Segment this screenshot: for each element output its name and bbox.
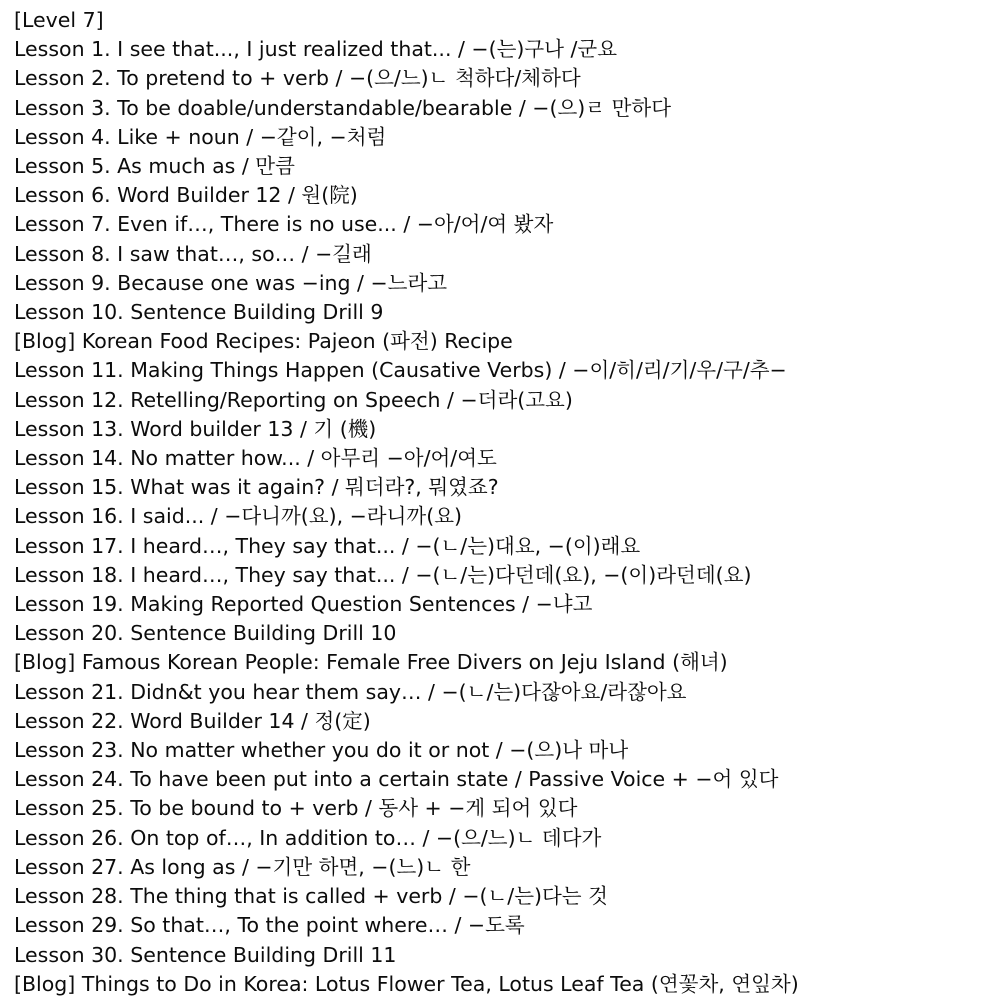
lesson-line: Lesson 10. Sentence Building Drill 9 [14, 300, 384, 325]
lesson-line: Lesson 1. I see that..., I just realized that... / −(는)구나 /군요 [14, 37, 618, 62]
lesson-line: Lesson 30. Sentence Building Drill 11 [14, 942, 397, 967]
lesson-line: Lesson 23. No matter whether you do it or not / −(으)나 마나 [14, 738, 629, 763]
lesson-line: Lesson 12. Retelling/Reporting on Speech / −더라(고요) [14, 387, 573, 412]
lesson-line: Lesson 28. The thing that is called + verb / −(ㄴ/는)다는 것 [14, 884, 608, 909]
lesson-line: Lesson 25. To be bound to + verb / 동사 + −게 되어 있다 [14, 796, 578, 821]
lesson-line: Lesson 5. As much as / 만큼 [14, 154, 295, 179]
lesson-line: Lesson 6. Word Builder 12 / 원(院) [14, 183, 358, 208]
lesson-line: Lesson 18. I heard…, They say that... / −(ㄴ/는)다던데(요), −(이)라던데(요) [14, 562, 752, 587]
lesson-line: Lesson 3. To be doable/understandable/bearable / −(으)ㄹ 만하다 [14, 95, 671, 120]
lesson-line: Lesson 9. Because one was −ing / −느라고 [14, 270, 448, 295]
lesson-line: [Blog] Things to Do in Korea: Lotus Flower Tea, Lotus Leaf Tea (연꽃차, 연잎차) [14, 971, 799, 996]
lesson-line: Lesson 20. Sentence Building Drill 10 [14, 621, 397, 646]
lesson-line: Lesson 19. Making Reported Question Sentences / −냐고 [14, 592, 593, 617]
lesson-line: Lesson 17. I heard…, They say that... / −(ㄴ/는)대요, −(이)래요 [14, 533, 641, 558]
lesson-line: Lesson 8. I saw that…, so… / −길래 [14, 241, 372, 266]
lesson-line: Lesson 16. I said... / −다니까(요), −라니까(요) [14, 504, 463, 529]
level-heading: [Level 7] [14, 8, 104, 32]
lesson-line: Lesson 21. Didn&t you hear them say… / −(ㄴ/는)다잖아요/라잖아요 [14, 679, 687, 704]
lesson-line: Lesson 7. Even if…, There is no use... / −아/어/여 봤자 [14, 212, 554, 237]
lesson-line: Lesson 22. Word Builder 14 / 정(定) [14, 708, 371, 733]
lesson-line: Lesson 4. Like + noun / −같이, −처럼 [14, 124, 387, 149]
lesson-line: Lesson 13. Word builder 13 / 기 (機) [14, 416, 377, 441]
lesson-line: Lesson 11. Making Things Happen (Causative Verbs) / −이/히/리/기/우/구/추− [14, 358, 787, 383]
lesson-line: Lesson 2. To pretend to + verb / −(으/느)ㄴ 척하다/체하다 [14, 66, 581, 91]
lesson-line: Lesson 29. So that…, To the point where… / −도록 [14, 913, 525, 938]
lesson-line: Lesson 27. As long as / −기만 하면, −(느)ㄴ 한 [14, 854, 471, 879]
lesson-line: [Blog] Famous Korean People: Female Free Divers on Jeju Island (해녀) [14, 650, 728, 675]
lesson-line: Lesson 24. To have been put into a certain state / Passive Voice + −어 있다 [14, 767, 779, 792]
lesson-line: Lesson 26. On top of…, In addition to… / −(으/느)ㄴ 데다가 [14, 825, 602, 850]
lesson-line: Lesson 14. No matter how... / 아무리 −아/어/여도 [14, 446, 497, 471]
lesson-line: [Blog] Korean Food Recipes: Pajeon (파전) Recipe [14, 329, 513, 354]
lesson-line: Lesson 15. What was it again? / 뭐더라?, 뭐였죠? [14, 475, 499, 500]
